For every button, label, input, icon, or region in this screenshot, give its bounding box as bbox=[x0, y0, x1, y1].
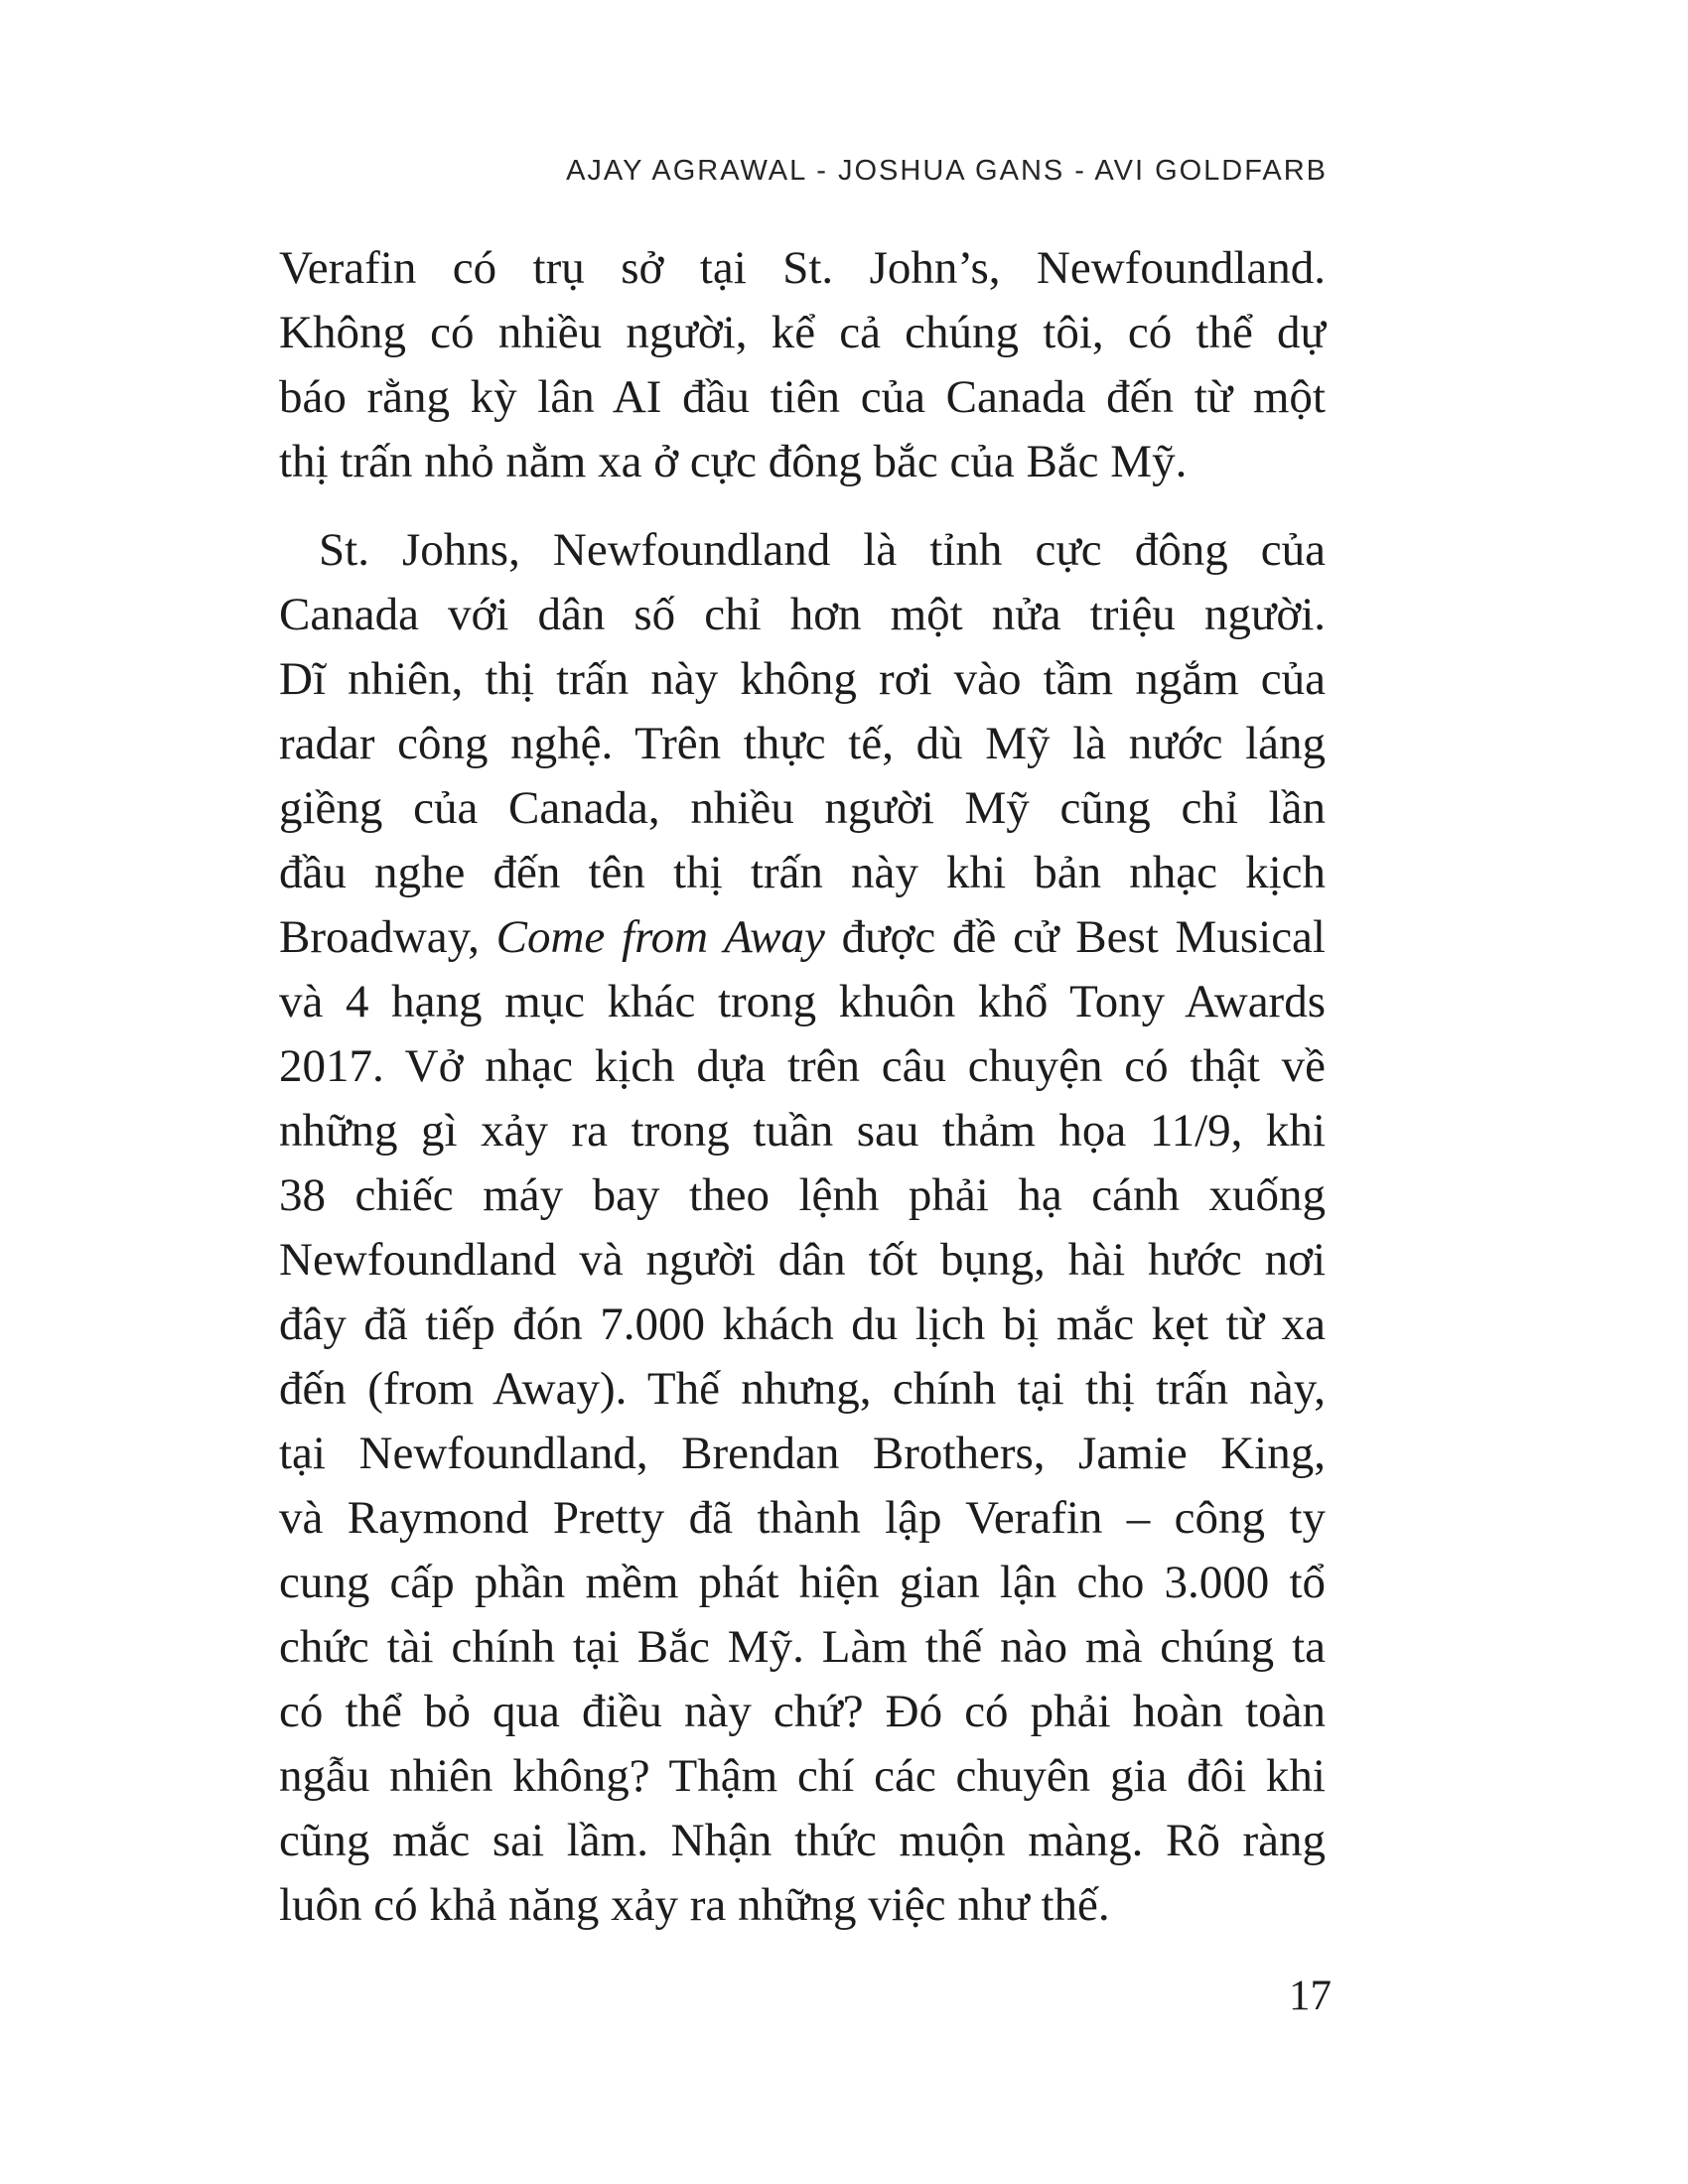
text-segment: những gì xảy ra trong tuần sau thảm họa 11/9, khi bbox=[279, 1105, 1326, 1157]
text-segment: được đề cử Best Musical bbox=[824, 911, 1326, 963]
text-segment: Không có nhiều người, kể cả chúng tôi, có thể dự bbox=[279, 307, 1326, 358]
italic-text-segment: Come from Away bbox=[495, 911, 825, 963]
text-line bbox=[279, 1486, 1326, 1551]
running-header: AJAY AGRAWAL - JOSHUA GANS - AVI GOLDFARB bbox=[566, 155, 1328, 187]
text-segment: 2017. Vở nhạc kịch dựa trên câu chuyện có thật về bbox=[279, 1040, 1326, 1092]
text-line bbox=[279, 236, 1326, 301]
text-segment: và 4 hạng mục khác trong khuôn khổ Tony Awards bbox=[279, 976, 1326, 1027]
text-segment: thị trấn nhỏ nằm xa ở cực đông bắc của Bắc Mỹ. bbox=[279, 436, 1188, 487]
paragraph bbox=[279, 236, 1326, 494]
text-segment: Verafin có trụ sở tại St. John’s, Newfoundland. bbox=[279, 242, 1326, 294]
text-line bbox=[279, 518, 1326, 583]
text-line bbox=[279, 430, 1326, 494]
text-segment: ngẫu nhiên không? Thậm chí các chuyên gia đôi khi bbox=[279, 1750, 1326, 1802]
text-segment: đến (from Away). Thế nhưng, chính tại thị trấn này, bbox=[279, 1363, 1326, 1415]
text-line bbox=[279, 905, 1326, 970]
text-line bbox=[279, 301, 1326, 365]
body-text bbox=[279, 236, 1326, 1938]
text-segment: Canada với dân số chỉ hơn một nửa triệu người. bbox=[279, 589, 1326, 640]
text-line bbox=[279, 583, 1326, 647]
text-segment: và Raymond Pretty đã thành lập Verafin – công ty bbox=[279, 1492, 1326, 1544]
text-line bbox=[279, 1422, 1326, 1486]
text-segment: Newfoundland và người dân tốt bụng, hài hước nơi bbox=[279, 1234, 1326, 1286]
text-segment: 38 chiếc máy bay theo lệnh phải hạ cánh xuống bbox=[279, 1169, 1326, 1221]
text-line bbox=[279, 1099, 1326, 1163]
text-line bbox=[279, 1228, 1326, 1293]
text-line bbox=[279, 1809, 1326, 1873]
text-segment: cung cấp phần mềm phát hiện gian lận cho 3.000 tổ bbox=[279, 1557, 1326, 1608]
text-line bbox=[279, 1615, 1326, 1680]
text-line bbox=[279, 970, 1326, 1034]
text-segment: chức tài chính tại Bắc Mỹ. Làm thế nào mà chúng ta bbox=[279, 1621, 1326, 1673]
text-segment: tại Newfoundland, Brendan Brothers, Jamie King, bbox=[279, 1428, 1326, 1479]
text-segment: đây đã tiếp đón 7.000 khách du lịch bị mắc kẹt từ xa bbox=[279, 1298, 1326, 1350]
paragraph bbox=[279, 518, 1326, 1938]
text-line bbox=[279, 1293, 1326, 1357]
text-segment: báo rằng kỳ lân AI đầu tiên của Canada đến từ một bbox=[279, 371, 1326, 423]
text-line bbox=[279, 647, 1326, 712]
text-line bbox=[279, 1744, 1326, 1809]
text-segment: luôn có khả năng xảy ra những việc như thế. bbox=[279, 1879, 1110, 1931]
text-line bbox=[279, 1551, 1326, 1615]
text-line bbox=[279, 776, 1326, 841]
text-segment: Broadway, bbox=[279, 911, 496, 963]
text-segment: giềng của Canada, nhiều người Mỹ cũng chỉ lần bbox=[279, 782, 1326, 834]
text-line bbox=[279, 1163, 1326, 1228]
text-line bbox=[279, 365, 1326, 430]
page-number: 17 bbox=[1289, 1973, 1332, 2019]
text-segment: cũng mắc sai lầm. Nhận thức muộn màng. Rõ ràng bbox=[279, 1815, 1326, 1866]
text-line bbox=[279, 712, 1326, 776]
text-segment: radar công nghệ. Trên thực tế, dù Mỹ là nước láng bbox=[279, 718, 1326, 769]
text-line bbox=[279, 1680, 1326, 1744]
text-segment: St. Johns, Newfoundland là tỉnh cực đông của bbox=[319, 524, 1326, 576]
text-segment: Dĩ nhiên, thị trấn này không rơi vào tầm ngắm của bbox=[279, 653, 1326, 705]
text-line bbox=[279, 841, 1326, 905]
text-segment: có thể bỏ qua điều này chứ? Đó có phải hoàn toàn bbox=[279, 1686, 1326, 1737]
text-line bbox=[279, 1034, 1326, 1099]
text-line bbox=[279, 1873, 1326, 1938]
text-line bbox=[279, 1357, 1326, 1422]
text-segment: đầu nghe đến tên thị trấn này khi bản nhạc kịch bbox=[279, 847, 1326, 898]
